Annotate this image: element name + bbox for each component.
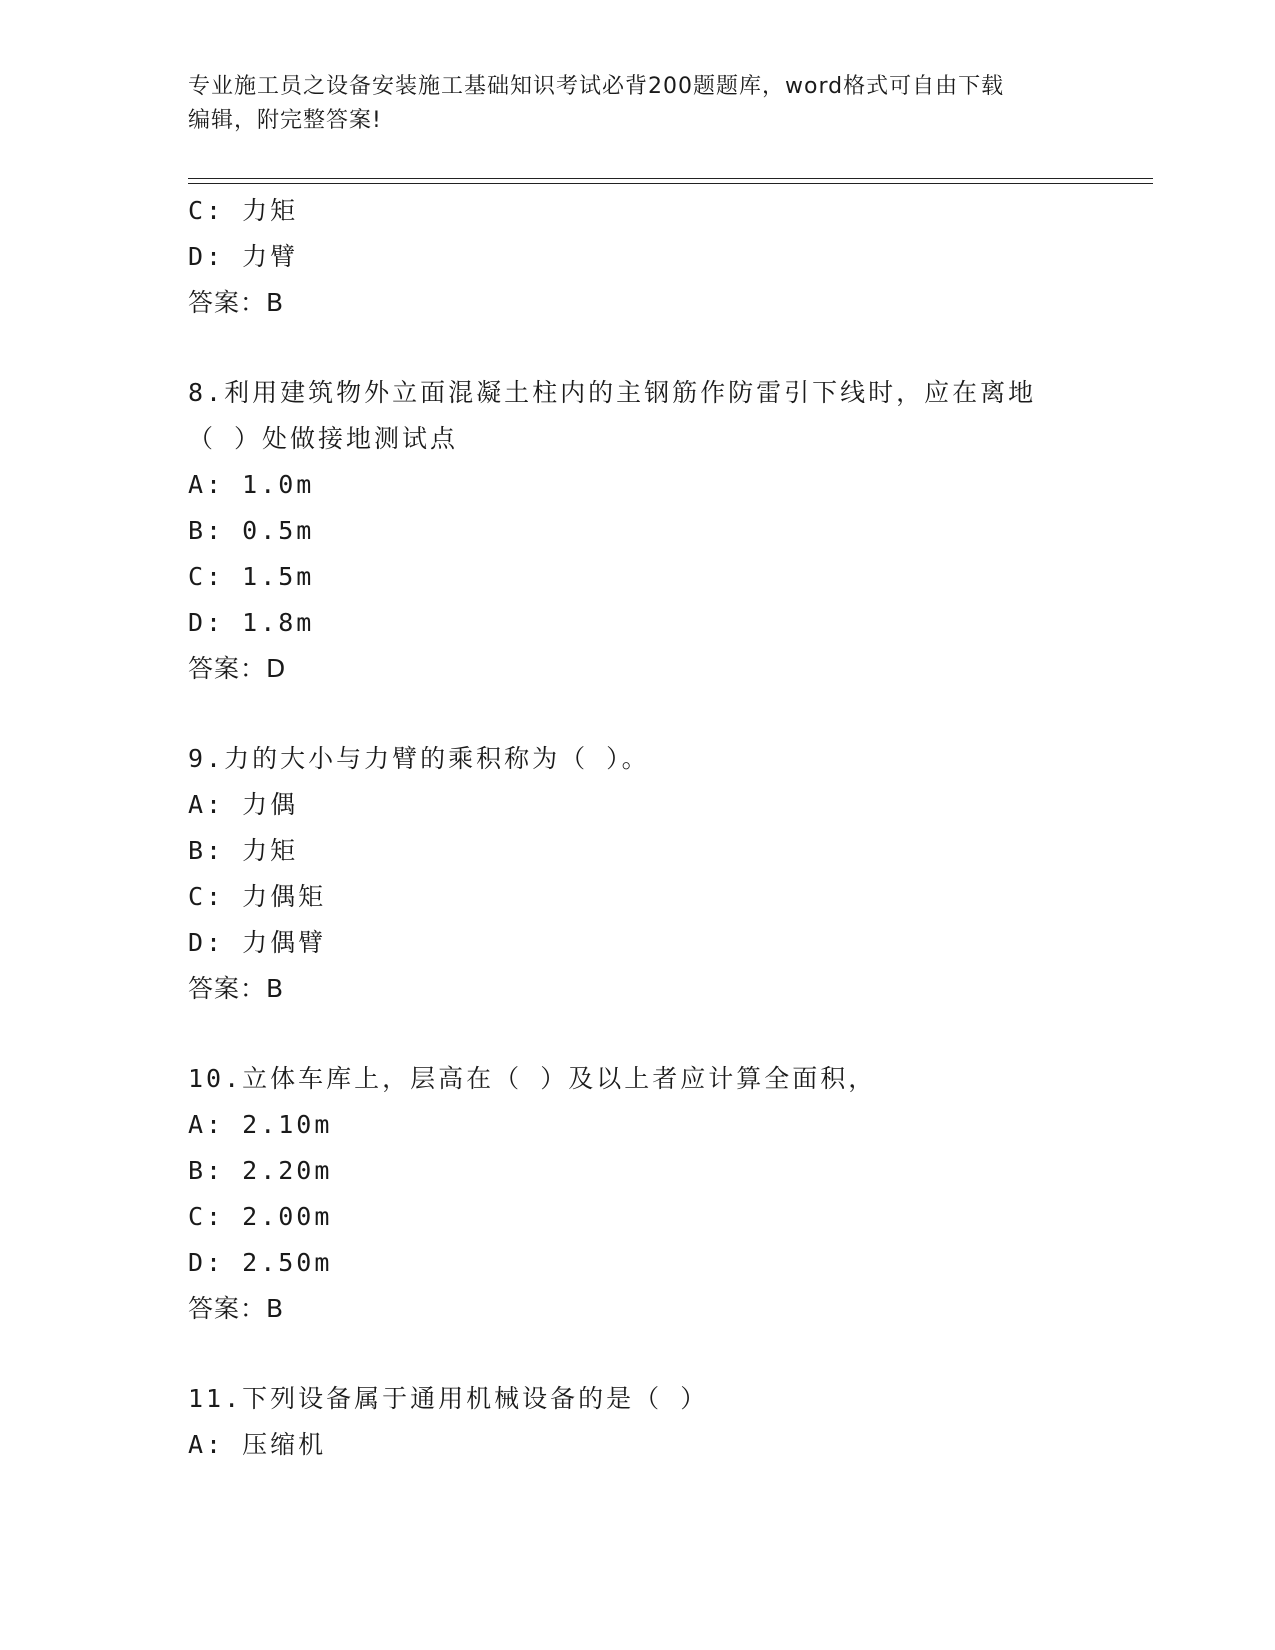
q9-option-b: B: 力矩	[188, 836, 299, 865]
spacer	[188, 1012, 1088, 1056]
spacer	[188, 326, 1088, 370]
header-double-rule	[188, 178, 1153, 184]
q9-answer: 答案：B	[188, 974, 285, 1003]
q10-option-c: C: 2.00m	[188, 1202, 333, 1231]
q8-stem-line-1: 8.利用建筑物外立面混凝土柱内的主钢筋作防雷引下线时，应在离地	[188, 378, 1037, 407]
q8-option-b: B: 0.5m	[188, 516, 315, 545]
q8-option-c: C: 1.5m	[188, 562, 315, 591]
document-header	[188, 70, 1088, 138]
q8-option-d: D: 1.8m	[188, 608, 315, 637]
q10-option-d: D: 2.50m	[188, 1248, 333, 1277]
q8-option-a: A: 1.0m	[188, 470, 315, 499]
q10-stem: 10.立体车库上，层高在（ ）及以上者应计算全面积，	[188, 1064, 877, 1093]
q11-option-a: A: 压缩机	[188, 1430, 327, 1459]
q9-option-d: D: 力偶臂	[188, 928, 327, 957]
question-7-tail	[188, 188, 1088, 326]
q7-option-c: C: 力矩	[188, 196, 299, 225]
question-9	[188, 736, 1088, 1012]
q10-option-a: A: 2.10m	[188, 1110, 333, 1139]
question-content	[188, 188, 1088, 1468]
spacer	[188, 692, 1088, 736]
spacer	[188, 1332, 1088, 1376]
header-line-1: 专业施工员之设备安装施工基础知识考试必背200题题库，word格式可自由下载	[188, 74, 1005, 99]
q8-stem-line-2: （ ）处做接地测试点	[188, 424, 459, 453]
q9-option-a: A: 力偶	[188, 790, 299, 819]
q8-answer: 答案：D	[188, 654, 287, 683]
q7-option-d: D: 力臂	[188, 242, 299, 271]
q10-answer: 答案：B	[188, 1294, 285, 1323]
question-8	[188, 370, 1088, 692]
header-line-2: 编辑，附完整答案!	[188, 108, 382, 133]
question-10	[188, 1056, 1088, 1332]
q10-option-b: B: 2.20m	[188, 1156, 333, 1185]
q9-stem: 9.力的大小与力臂的乘积称为（ ）。	[188, 744, 650, 773]
question-11	[188, 1376, 1088, 1468]
q9-option-c: C: 力偶矩	[188, 882, 327, 911]
q7-answer: 答案：B	[188, 288, 285, 317]
q11-stem: 11.下列设备属于通用机械设备的是（ ）	[188, 1384, 709, 1413]
